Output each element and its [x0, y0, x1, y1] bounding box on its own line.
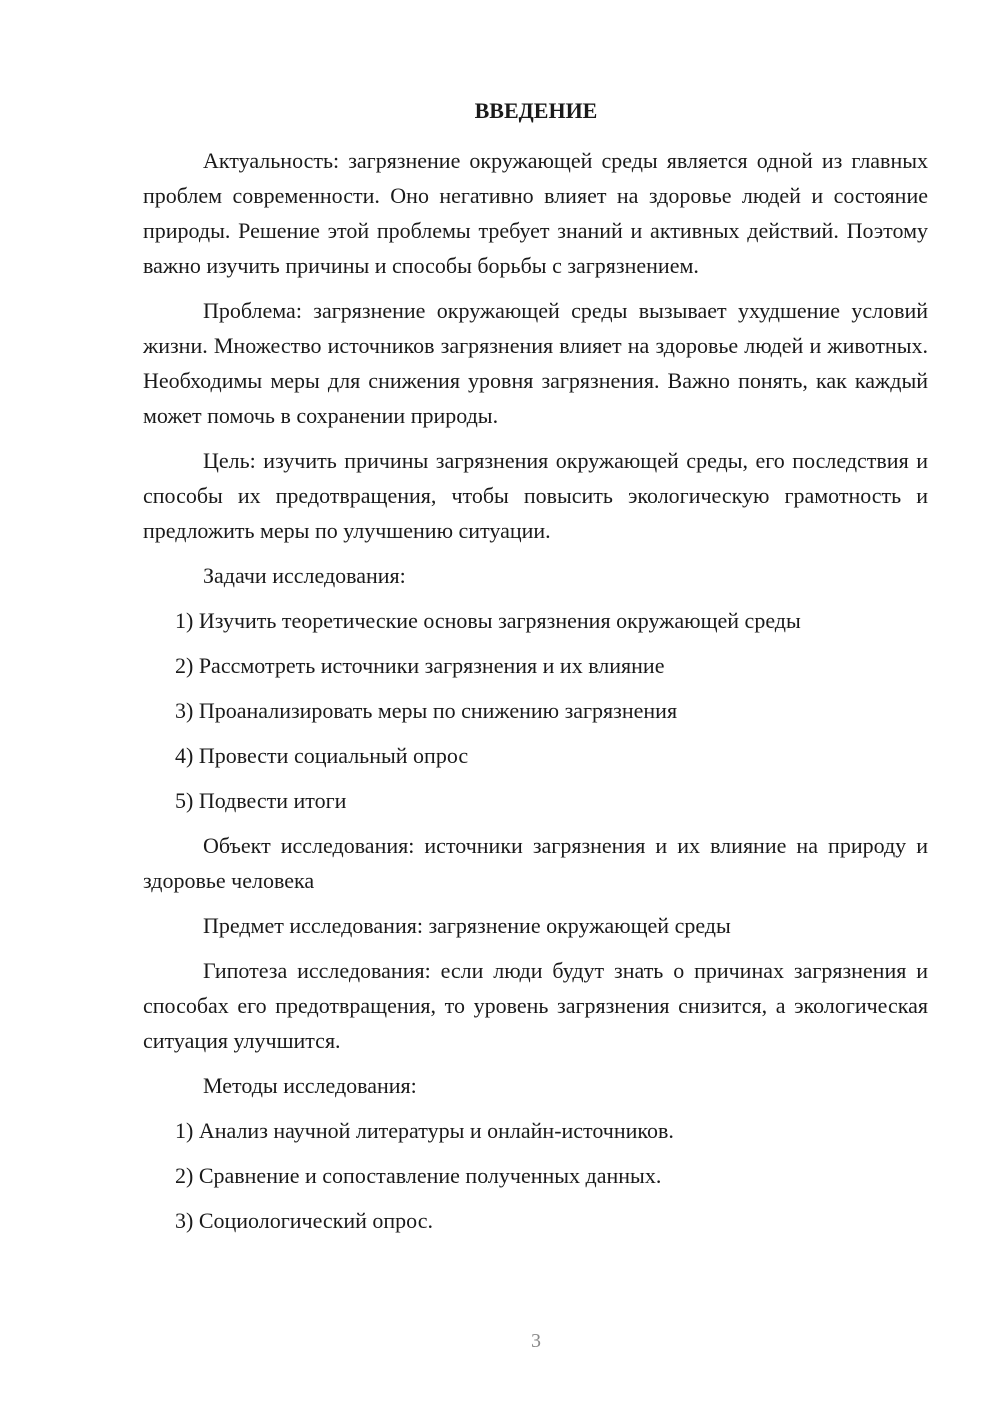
methods-heading: Методы исследования: — [203, 1073, 417, 1098]
list-item: 1) Изучить теоретические основы загрязнения окружающей среды — [175, 608, 801, 633]
goal-paragraph: Цель: изучить причины загрязнения окружающей среды, его последствия и способы их предотвращения, чтобы повысить экологическую грамотность и предложить меры по улучшению ситуации. — [143, 448, 928, 543]
relevance-paragraph: Актуальность: загрязнение окружающей среды является одной из главных проблем современности. Оно негативно влияет на здоровье людей и состояние природы. Решение этой проблемы требует знаний и активных действий. Поэтому важно изучить причины и способы борьбы с загрязнением. — [143, 148, 928, 278]
object-paragraph: Объект исследования: источники загрязнения и их влияние на природу и здоровье человека — [143, 833, 928, 893]
problem-paragraph: Проблема: загрязнение окружающей среды вызывает ухудшение условий жизни. Множество источников загрязнения влияет на здоровье людей и животных. Необходимы меры для снижения уровня загрязнения. Важно понять, как каждый может помочь в сохранении природы. — [143, 298, 928, 428]
list-item: 3) Социологический опрос. — [175, 1208, 433, 1233]
list-item: 4) Провести социальный опрос — [175, 743, 469, 768]
list-item: 2) Сравнение и сопоставление полученных данных. — [175, 1163, 662, 1188]
page-number: 3 — [531, 1330, 541, 1352]
subject-paragraph: Предмет исследования: загрязнение окружающей среды — [203, 913, 731, 938]
tasks-list — [143, 603, 928, 818]
document-body — [143, 143, 928, 1248]
list-item: 5) Подвести итоги — [175, 788, 347, 813]
list-item: 1) Анализ научной литературы и онлайн-источников. — [175, 1118, 674, 1143]
list-item: 2) Рассмотреть источники загрязнения и их влияние — [175, 653, 665, 678]
list-item: 3) Проанализировать меры по снижению загрязнения — [175, 698, 678, 723]
page-title: ВВЕДЕНИЕ — [474, 98, 598, 123]
methods-list — [143, 1113, 928, 1238]
hypothesis-paragraph: Гипотеза исследования: если люди будут знать о причинах загрязнения и способах его предотвращения, то уровень загрязнения снизится, а экологическая ситуация улучшится. — [143, 958, 928, 1053]
tasks-heading: Задачи исследования: — [203, 563, 406, 588]
